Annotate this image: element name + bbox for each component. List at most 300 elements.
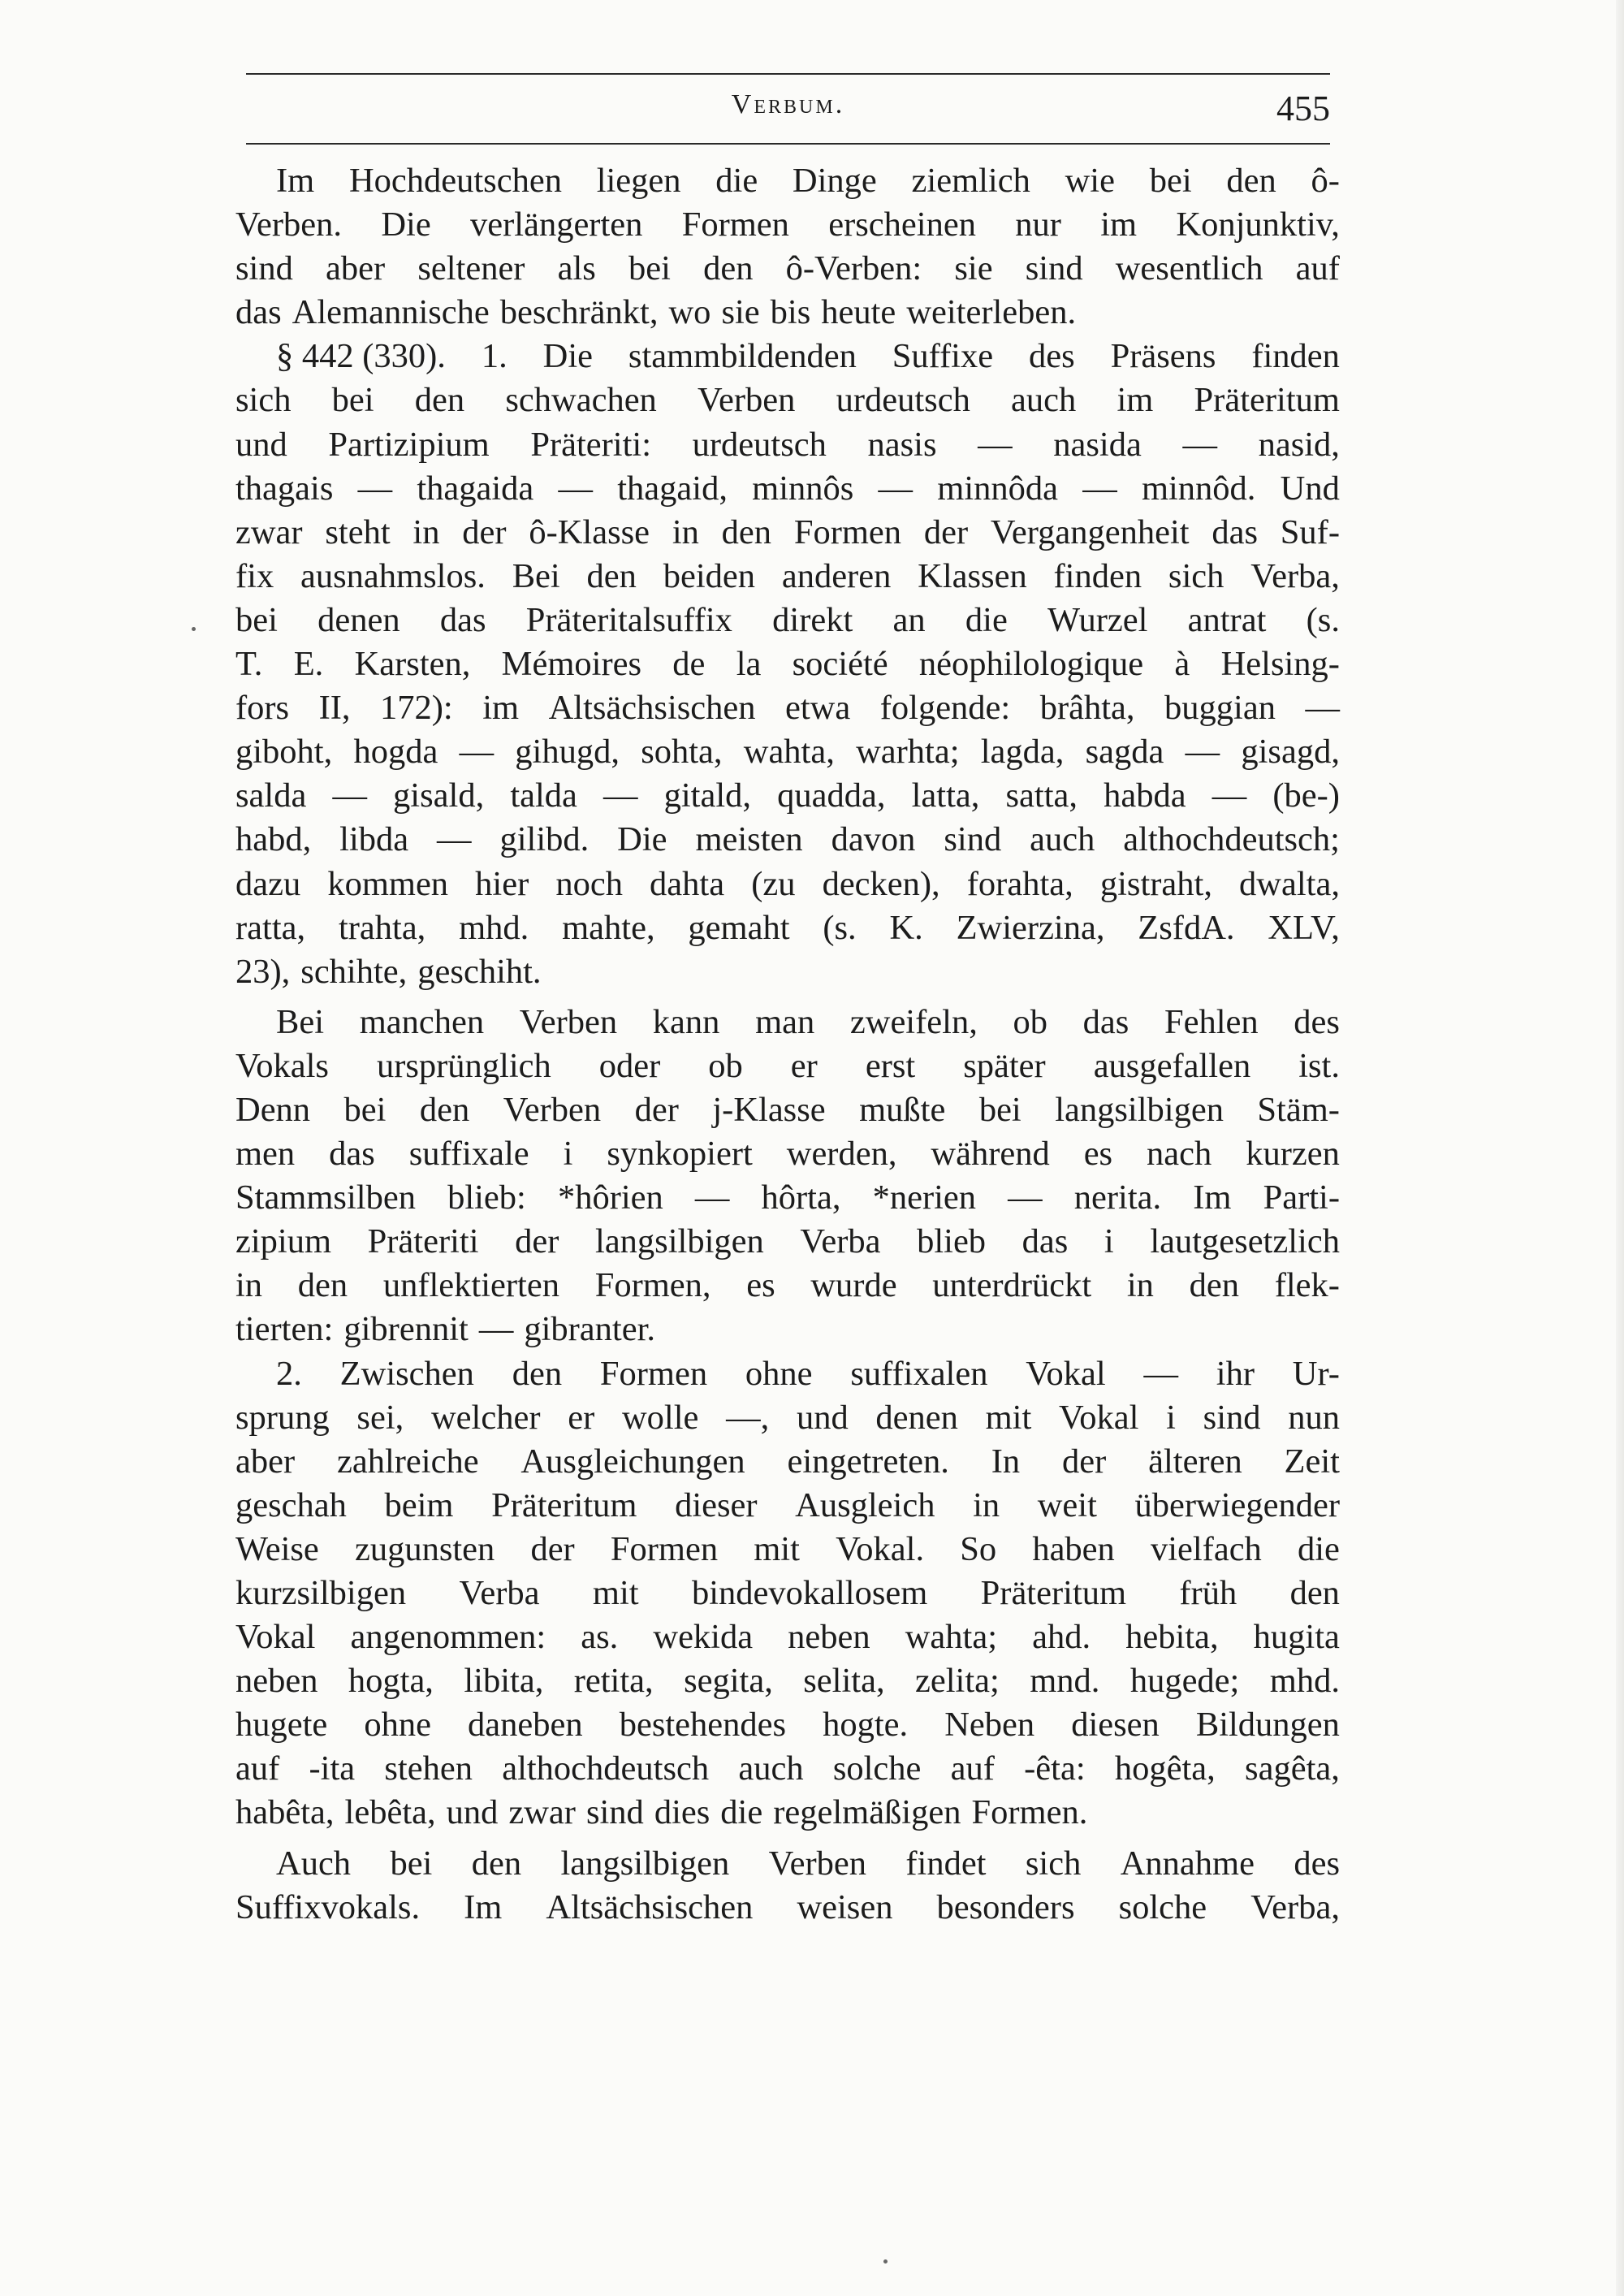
word: beiden — [663, 556, 756, 595]
word: gibranter. — [524, 1310, 656, 1349]
word: der — [1061, 1442, 1107, 1481]
word: nur — [1015, 205, 1061, 244]
word: das — [1021, 1222, 1069, 1261]
word: gihugd, — [515, 733, 620, 772]
word: Bei — [276, 1002, 325, 1041]
word: sagêta, — [1245, 1749, 1340, 1788]
word: néophilologique — [918, 645, 1144, 684]
text-line — [235, 1132, 1340, 1176]
margin-speck — [192, 627, 196, 631]
word: kurzen — [1246, 1135, 1340, 1174]
word: Präteriti: — [530, 425, 652, 464]
word: mhd. — [1269, 1662, 1340, 1701]
word: Verba — [459, 1574, 540, 1612]
text-line — [235, 774, 1340, 818]
word: blieb — [917, 1222, 987, 1261]
word: Im — [1193, 1178, 1232, 1217]
word: suffixale — [408, 1135, 529, 1174]
word: antrat — [1187, 600, 1267, 639]
word: kommen — [327, 864, 449, 903]
word: des — [1029, 337, 1075, 376]
text-line — [235, 599, 1340, 642]
word: aber — [326, 249, 386, 288]
word: mit — [754, 1529, 800, 1568]
word: Annahme — [1120, 1844, 1255, 1883]
word: auch — [1011, 381, 1077, 420]
word: Hochdeutschen — [348, 162, 562, 200]
word: — — [978, 425, 1013, 464]
word: wolle — [621, 1398, 699, 1437]
word: Helsing- — [1220, 645, 1340, 684]
word: dies — [654, 1793, 710, 1832]
word: erst — [865, 1046, 916, 1085]
word: i — [1166, 1398, 1176, 1437]
word: de — [672, 645, 706, 684]
word: Präsens — [1110, 337, 1216, 376]
word: Bei — [512, 556, 560, 595]
page-edge-shadow — [1616, 0, 1624, 2296]
word: neben — [235, 1662, 318, 1701]
word: langsilbigen — [595, 1222, 764, 1261]
word: retita, — [573, 1662, 654, 1701]
word: manchen — [359, 1002, 485, 1041]
word: hugede; — [1129, 1662, 1240, 1701]
word: hebita, — [1125, 1618, 1219, 1657]
word: Formen — [793, 512, 902, 551]
word: thagais — [235, 469, 334, 508]
text-line — [235, 1176, 1340, 1220]
word: ô- — [1311, 162, 1340, 200]
text-line — [235, 1615, 1340, 1659]
word: habd, — [235, 820, 312, 859]
word: — — [478, 1310, 514, 1349]
word: ô-Verben: — [785, 249, 922, 288]
word: die — [720, 1793, 763, 1832]
word: erscheinen — [828, 205, 976, 244]
word: In — [991, 1442, 1021, 1481]
word: Verben — [503, 1090, 602, 1129]
word: er — [790, 1046, 818, 1085]
word: gisagd, — [1241, 733, 1340, 772]
word: gilibd. — [499, 820, 590, 859]
word: man — [755, 1002, 815, 1041]
word: bei — [628, 249, 671, 288]
word: lebêta, — [344, 1793, 436, 1832]
word: den — [414, 381, 465, 420]
text-line — [235, 1396, 1340, 1440]
word: dazu — [235, 864, 301, 903]
word: ursprünglich — [376, 1046, 551, 1085]
word: während — [931, 1135, 1050, 1174]
word: thagaid, — [617, 469, 728, 508]
word: auf — [950, 1749, 995, 1788]
word: im — [1100, 205, 1138, 244]
word: langsilbigen — [560, 1844, 730, 1883]
word: daneben — [468, 1706, 583, 1745]
word: zahlreiche — [336, 1442, 479, 1481]
word: der — [515, 1222, 559, 1261]
word: tierten: — [235, 1310, 334, 1349]
word: oder — [598, 1046, 661, 1085]
text-line — [235, 1659, 1340, 1703]
word: decken), — [822, 864, 940, 903]
word: denen — [317, 600, 400, 639]
word: ist. — [1298, 1046, 1340, 1085]
word: minnôda — [937, 469, 1058, 508]
word: Vokal — [1059, 1398, 1139, 1437]
word: des — [1294, 1002, 1340, 1041]
word: aber — [235, 1442, 296, 1481]
word: Im — [276, 162, 315, 200]
word: schwachen — [505, 381, 657, 420]
word: -ita — [309, 1749, 356, 1788]
word: Präteriti — [367, 1222, 479, 1261]
word: giboht, — [235, 733, 333, 772]
word: sprung — [235, 1398, 330, 1437]
word: der — [634, 1090, 679, 1129]
word: Suffixe — [892, 337, 994, 376]
word: ohne — [364, 1706, 431, 1745]
word: dahta — [650, 864, 725, 903]
word: gibrennit — [343, 1310, 469, 1349]
word: wahta; — [905, 1618, 998, 1657]
word: den — [512, 1354, 563, 1393]
word: den — [721, 512, 772, 551]
text-line — [235, 1842, 1340, 1886]
word: sind — [235, 249, 293, 288]
word: Verben — [698, 381, 796, 420]
word: urdeutsch — [692, 425, 827, 464]
word: -êta: — [1024, 1749, 1086, 1788]
word: geschah — [235, 1485, 347, 1524]
word: gitald, — [663, 776, 752, 815]
word: Ur- — [1292, 1354, 1340, 1393]
word: zipium — [235, 1222, 332, 1261]
word: althochdeutsch — [502, 1749, 710, 1788]
word: überwiegender — [1134, 1485, 1340, 1524]
word: — — [437, 820, 472, 859]
word: suffixalen — [850, 1354, 988, 1393]
word: fors — [235, 689, 290, 728]
paragraph-gap — [235, 1836, 1340, 1842]
word: das — [1212, 512, 1259, 551]
word: den — [297, 1266, 348, 1305]
page-number: 455 — [1276, 89, 1330, 128]
text-line — [235, 1703, 1340, 1747]
word: den — [1289, 1574, 1340, 1612]
word: hugete — [235, 1706, 328, 1745]
word: fix — [235, 556, 274, 595]
word: libita, — [464, 1662, 544, 1701]
word: bei — [978, 1090, 1021, 1129]
word: mahte, — [562, 908, 655, 947]
word: den — [1226, 162, 1276, 200]
word: bis — [770, 293, 811, 332]
word: Stäm- — [1257, 1090, 1340, 1129]
word: den — [586, 556, 637, 595]
word: — — [357, 469, 393, 508]
word: i — [1104, 1222, 1114, 1261]
word: haben — [1032, 1529, 1115, 1568]
word: bindevokallosem — [691, 1574, 928, 1612]
word: E. — [293, 645, 324, 684]
word: Im — [464, 1887, 503, 1926]
word: men — [235, 1135, 296, 1174]
word: und — [796, 1398, 849, 1437]
word: II, — [318, 689, 351, 728]
word: des — [1294, 1844, 1340, 1883]
word: bei — [331, 381, 374, 420]
word: stehen — [384, 1749, 473, 1788]
word: unterdrückt — [932, 1266, 1092, 1305]
text-line — [235, 1264, 1340, 1308]
word: trahta, — [338, 908, 426, 947]
word: Vokal — [235, 1618, 316, 1657]
word: — — [332, 776, 367, 815]
text-line — [235, 555, 1340, 599]
word: libda — [339, 820, 409, 859]
word: wie — [1065, 162, 1115, 200]
word: Die — [617, 820, 667, 859]
word: 23), — [235, 952, 291, 991]
word: XLV, — [1268, 908, 1340, 947]
word: älteren — [1148, 1442, 1242, 1481]
running-header: Verbum. — [731, 89, 845, 119]
word: wekida — [653, 1618, 754, 1657]
word: Denn — [235, 1090, 311, 1129]
word: brâhta, — [1039, 689, 1135, 728]
text-line — [235, 423, 1340, 467]
word: zweifeln, — [849, 1002, 978, 1041]
word: —, — [726, 1398, 770, 1437]
paragraph-gap — [235, 994, 1340, 1001]
word: unflektierten — [382, 1266, 559, 1305]
text-line — [235, 1886, 1340, 1930]
word: buggian — [1164, 689, 1276, 728]
word: habda — [1104, 776, 1186, 815]
word: kurzsilbigen — [235, 1574, 407, 1612]
word: bestehendes — [619, 1706, 787, 1745]
word: sind — [1025, 249, 1083, 288]
word: Auch — [276, 1844, 352, 1883]
word: Formen. — [971, 1793, 1088, 1832]
header-bottom-rule — [246, 143, 1330, 145]
word: weit — [1037, 1485, 1097, 1524]
text-line — [235, 818, 1340, 862]
word: Karsten, — [354, 645, 471, 684]
word: Zwischen — [339, 1354, 474, 1393]
word: urdeutsch — [836, 381, 970, 420]
word: — — [878, 469, 914, 508]
word: sind — [944, 820, 1002, 859]
word: Verben — [519, 1002, 618, 1041]
word: flek- — [1274, 1266, 1340, 1305]
word: So — [960, 1529, 997, 1568]
word: Ausgleichungen — [520, 1442, 745, 1481]
word: weiterleben. — [906, 293, 1077, 332]
word: gemaht — [688, 908, 790, 947]
word: ziemlich — [911, 162, 1030, 200]
word: Präteritum — [491, 1485, 637, 1524]
word: ohne — [745, 1354, 813, 1393]
word: folgende: — [879, 689, 1011, 728]
word: Vokal — [1026, 1354, 1106, 1393]
word: Die — [381, 205, 431, 244]
word: zwar — [235, 512, 303, 551]
word: findet — [905, 1844, 987, 1883]
word: das — [439, 600, 486, 639]
word: minnôs — [752, 469, 854, 508]
word: gistraht, — [1099, 864, 1212, 903]
word: Präteritum — [1194, 381, 1340, 420]
word: Formen — [681, 205, 789, 244]
word: Ausgleich — [795, 1485, 935, 1524]
word: warhta; — [856, 733, 960, 772]
word: davon — [831, 820, 916, 859]
word: in — [412, 512, 440, 551]
word: die — [715, 162, 758, 200]
word: steht — [325, 512, 391, 551]
text-line — [235, 511, 1340, 555]
word: Formen — [610, 1529, 719, 1568]
word: seltener — [417, 249, 525, 288]
word: 172): — [380, 689, 453, 728]
word: lautgesetzlich — [1150, 1222, 1340, 1261]
word: zelita; — [914, 1662, 1000, 1701]
word: Verba, — [1250, 556, 1340, 595]
word: Suffixvokals. — [235, 1887, 421, 1926]
word: es — [1083, 1135, 1113, 1174]
word: — — [1185, 733, 1220, 772]
word: as. — [581, 1618, 619, 1657]
word: T. — [235, 645, 263, 684]
word: mnd. — [1030, 1662, 1100, 1701]
word: blieb: — [447, 1178, 526, 1217]
word: hogêta, — [1114, 1749, 1216, 1788]
word: der — [462, 512, 507, 551]
word: das — [235, 293, 282, 332]
word: Die — [542, 337, 593, 376]
word: (s. — [1306, 600, 1340, 639]
word: 2. — [276, 1354, 302, 1393]
text-line — [235, 1572, 1340, 1615]
word: i — [563, 1135, 573, 1174]
word: langsilbigen — [1055, 1090, 1224, 1129]
text-line — [235, 335, 1340, 378]
word: zwar — [508, 1793, 576, 1832]
text-line — [235, 467, 1340, 511]
text-line — [235, 1791, 1340, 1835]
word: Und — [1280, 469, 1340, 508]
word: wo — [668, 293, 711, 332]
word: Neben — [944, 1706, 1035, 1745]
word: der — [530, 1529, 575, 1568]
word: mußte — [859, 1090, 946, 1129]
word: und — [446, 1793, 499, 1832]
word: sie — [721, 293, 760, 332]
word: nach — [1147, 1135, 1212, 1174]
word: Zwierzina, — [956, 908, 1105, 947]
word: latta, — [911, 776, 980, 815]
word: dieser — [675, 1485, 758, 1524]
word: satta, — [1005, 776, 1078, 815]
word: den — [703, 249, 754, 288]
word: finden — [1053, 556, 1142, 595]
word: nasis — [867, 425, 937, 464]
text-line — [235, 1001, 1340, 1044]
word: auch — [1030, 820, 1095, 859]
word: sagda — [1085, 733, 1164, 772]
word: solche — [832, 1749, 922, 1788]
word: Klassen — [918, 556, 1027, 595]
word: Verben. — [235, 205, 342, 244]
word: K. — [889, 908, 923, 947]
word: — — [694, 1178, 730, 1217]
word: bei — [235, 600, 278, 639]
word: Partizipium — [328, 425, 490, 464]
word: zugunsten — [354, 1529, 495, 1568]
word: Stammsilben — [235, 1178, 416, 1217]
word: Vokal. — [836, 1529, 925, 1568]
text-line — [235, 686, 1340, 730]
word: — — [603, 776, 638, 815]
word: sich — [235, 381, 292, 420]
text-line — [235, 906, 1340, 950]
word: bei — [390, 1844, 433, 1883]
word: es — [746, 1266, 775, 1305]
text-line — [235, 291, 1340, 335]
word: er — [568, 1398, 595, 1437]
word: weisen — [797, 1887, 893, 1926]
text-line — [235, 1440, 1340, 1484]
word: verlängerten — [470, 205, 643, 244]
word: der — [923, 512, 969, 551]
word: heute — [821, 293, 896, 332]
text-line — [235, 730, 1340, 774]
word: nasida — [1053, 425, 1142, 464]
word: j-Klasse — [712, 1090, 826, 1129]
word: in — [1126, 1266, 1154, 1305]
word: noch — [555, 864, 623, 903]
word: mit — [985, 1398, 1032, 1437]
word: ob — [1013, 1002, 1047, 1041]
word: neben — [788, 1618, 870, 1657]
word: hogte. — [823, 1706, 909, 1745]
word: forahta, — [966, 864, 1073, 903]
text-line — [235, 1747, 1340, 1791]
word: Vokals — [235, 1046, 329, 1085]
word: — — [459, 733, 495, 772]
word: ratta, — [235, 908, 306, 947]
word: hogta, — [348, 1662, 434, 1701]
word: in — [235, 1266, 263, 1305]
word: den — [419, 1090, 470, 1129]
word: mhd. — [459, 908, 529, 947]
text-line — [235, 1044, 1340, 1088]
word: hugita — [1253, 1618, 1340, 1657]
text-line — [235, 1528, 1340, 1572]
word: wahta, — [743, 733, 835, 772]
word: § 442 (330). — [276, 337, 446, 376]
word: schihte, — [300, 952, 408, 991]
header-top-rule — [246, 73, 1330, 75]
word: Mémoires — [501, 645, 641, 684]
word: à — [1174, 645, 1190, 684]
word: in — [973, 1485, 1000, 1524]
word: liegen — [596, 162, 681, 200]
text-line — [235, 1308, 1340, 1351]
word: hôrta, — [761, 1178, 841, 1217]
